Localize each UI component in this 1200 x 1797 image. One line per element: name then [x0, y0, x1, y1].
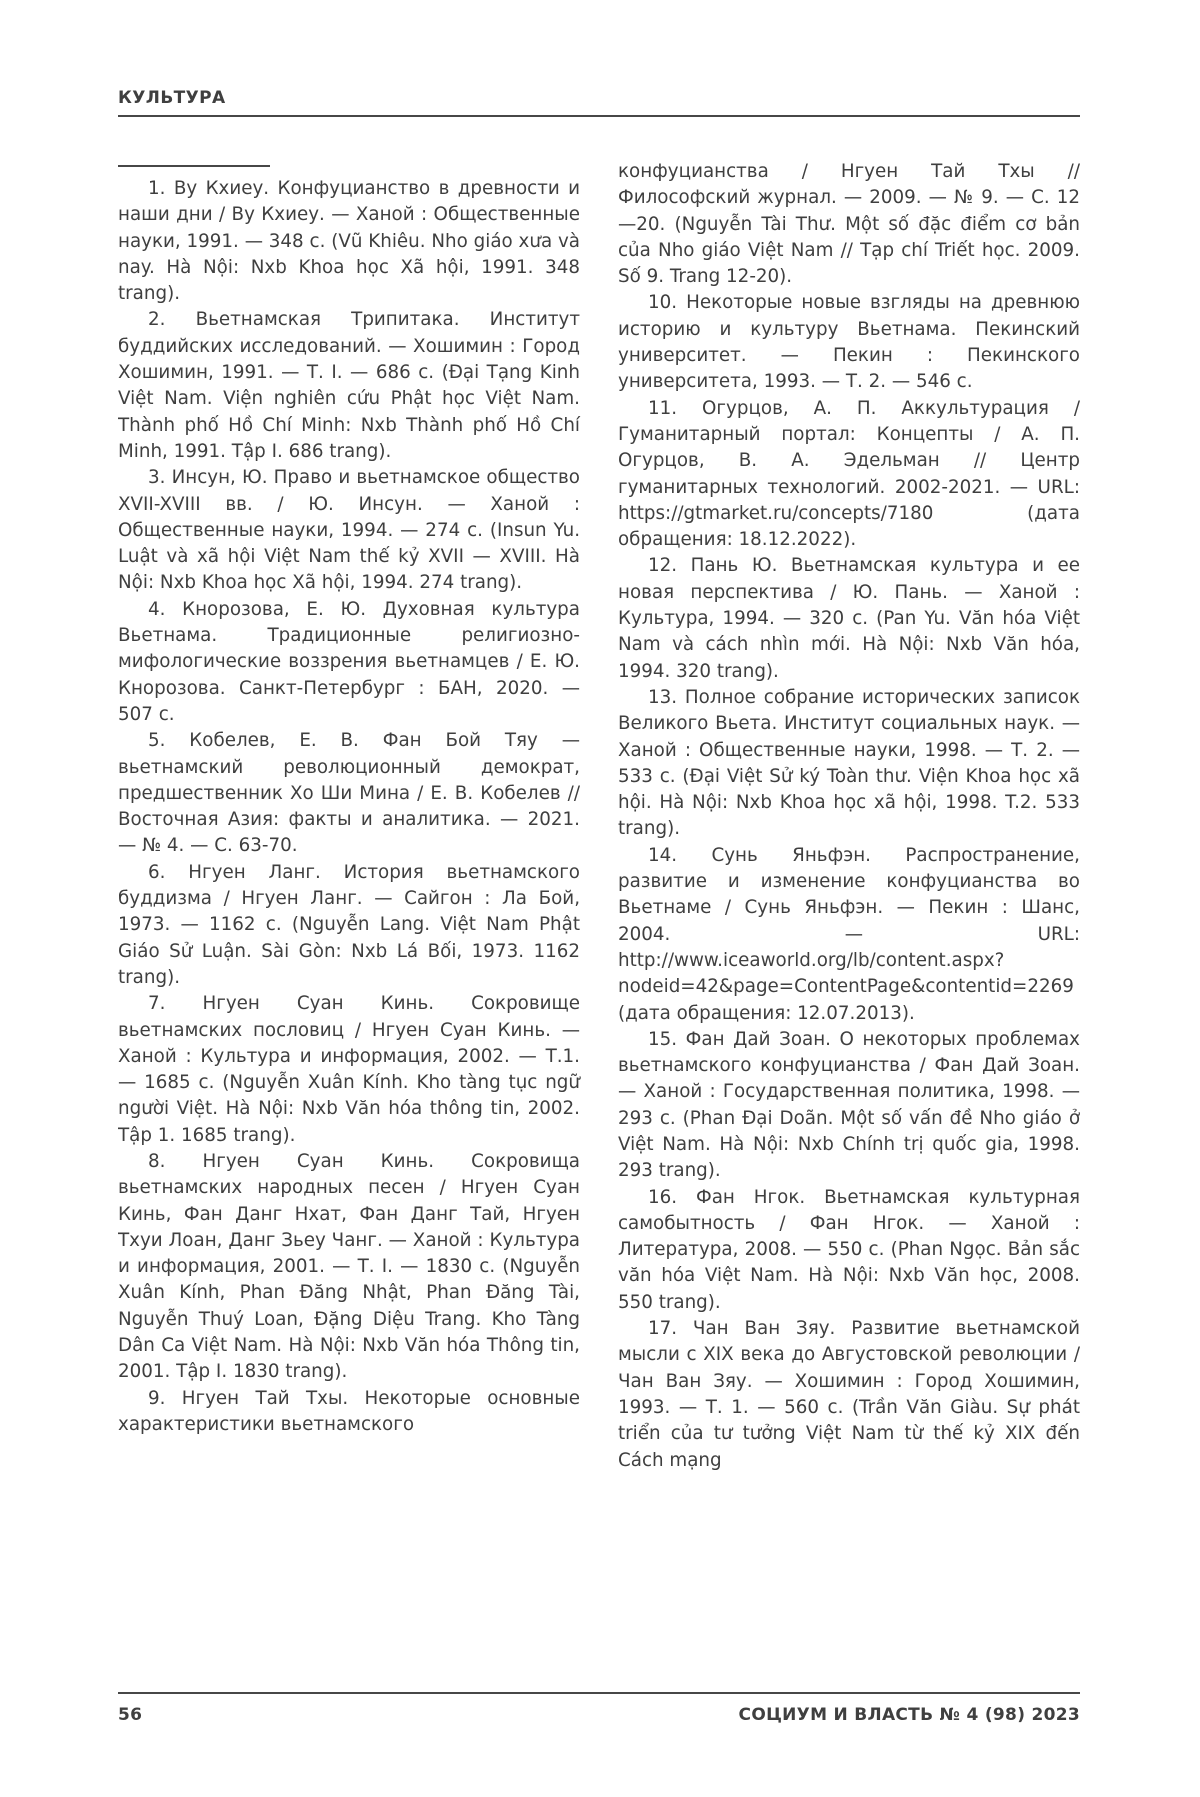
reference-item-16: 16. Фан Нгок. Вьетнамская культурная самобытность / Фан Нгок. — Ханой : Литература, 2008. — 550 с. (Phan Ngọc. Bản sắc văn hóa Việt Nam. Hà Nội: Nxb Văn học, 2008. 550 trang). [618, 1186, 1080, 1313]
reference-item-11: 11. Огурцов, А. П. Аккультурация / Гуманитарный портал: Концепты / А. П. Огурцов, В. А. Эдельман // Центр гуманитарных технологий. 2002-2021. — URL: https://gtmarket.ru/concepts/7180 (дата обращения: 18.12.2022). [618, 397, 1080, 551]
reference-item-13: 13. Полное собрание исторических записок Великого Вьета. Институт социальных наук. — Ханой : Общественные науки, 1998. — Т. 2. — 533 с. (Đại Việt Sử ký Toàn thư. Viện Khoa học xã hội. Hà Nội: Nxb Khoa học xã hội, 1998. T.2. 533 trang). [618, 686, 1080, 840]
reference-item-9: 9. Нгуен Тай Тхы. Некоторые основные характеристики вьетнамского [118, 1387, 580, 1435]
header-rule [118, 115, 1080, 117]
reference-item-4: 4. Кнорозова, Е. Ю. Духовная культура Вьетнама. Традиционные религиозно-мифологические воззрения вьетнамцев / Е. Ю. Кнорозова. Санкт-Петербург : БАН, 2020. — 507 с. [118, 598, 580, 725]
page-header [118, 88, 1080, 117]
reference-item-10: 10. Некоторые новые взгляды на древнюю историю и культуру Вьетнама. Пекинский университет. — Пекин : Пекинского университета, 1993. — Т. 2. — 546 с. [618, 292, 1080, 393]
reference-item-9-continued: конфуцианства / Нгуен Тай Тхы // Философский журнал. — 2009. — № 9. — С. 12—20. (Nguyễn Tài Thư. Một số đặc điểm cơ bản của Nho giáo Việt Nam // Tạp chí Triết học. 2009. Số 9. Trang 12-20). [618, 161, 1080, 288]
reference-item-7: 7. Нгуен Суан Кинь. Сокровище вьетнамских пословиц / Нгуен Суан Кинь. — Ханой : Культура и информация, 2002. — Т.1. — 1685 с. (Nguyễn Xuân Kính. Kho tàng tục ngữ người Việt. Hà Nội: Nxb Văn hóa thông tin, 2002. Tập 1. 1685 trang). [118, 993, 580, 1146]
reference-item-17: 17. Чан Ван Зяу. Развитие вьетнамской мысли с XIX века до Августовской революции / Чан Ван Зяу. — Хошимин : Город Хошимин, 1993. — Т. 1. — 560 с. (Trần Văn Giàu. Sự phát triển của tư tưởng Việt Nam từ thế kỷ XIX đến Cách mạng [618, 1318, 1080, 1471]
reference-item-3: 3. Инсун, Ю. Право и вьетнамское общество XVII-XVIII вв. / Ю. Инсун. — Ханой : Общественные науки, 1994. — 274 с. (Insun Yu. Luật và xã hội Việt Nam thế kỷ XVII — XVIII. Hà Nội: Nxb Khoa học Xã hội, 1994. 274 trang). [118, 467, 580, 594]
reference-item-5: 5. Кобелев, Е. В. Фан Бой Тяу — вьетнамский революционный демократ, предшественник Хо Ши Мина / Е. В. Кобелев // Восточная Азия: факты и аналитика. — 2021. — № 4. — С. 63-70. [118, 730, 580, 857]
reference-item-2: 2. Вьетнамская Трипитака. Институт буддийских исследований. — Хошимин : Город Хошимин, 1991. — Т. I. — 686 с. (Đại Tạng Kinh Việt Nam. Viện nghiên cứu Phật học Việt Nam. Thành phố Hồ Chí Minh: Nxb Thành phố Hồ Chí Minh, 1991. Tập I. 686 trang). [118, 309, 580, 462]
page-footer [118, 1692, 1080, 1725]
running-head: КУЛЬТУРА [118, 88, 226, 108]
left-column [118, 159, 580, 1692]
right-column [618, 159, 1080, 1692]
reference-item-8: 8. Нгуен Суан Кинь. Сокровища вьетнамских народных песен / Нгуен Суан Кинь, Фан Данг Нхат, Фан Данг Тай, Нгуен Тхуи Лоан, Данг Зьеу Чанг. — Ханой : Культура и информация, 2001. — Т. I. — 1830 с. (Nguyễn Xuân Kính, Phan Đăng Nhật, Phan Đăng Tài, Nguyễn Thuý Loan, Đặng Diệu Trang. Kho Tàng Dân Ca Việt Nam. Hà Nội: Nxb Văn hóa Thông tin, 2001. Tập I. 1830 trang). [118, 1150, 580, 1383]
journal-title-line: СОЦИУМ И ВЛАСТЬ № 4 (98) 2023 [738, 1705, 1080, 1725]
page-number: 56 [118, 1705, 143, 1725]
footnote-separator [118, 165, 270, 167]
reference-item-6: 6. Нгуен Ланг. История вьетнамского буддизма / Нгуен Ланг. — Сайгон : Ла Бой, 1973. — 1162 с. (Nguyễn Lang. Việt Nam Phật Giáo Sử Luận. Sài Gòn: Nxb Lá Bối, 1973. 1162 trang). [118, 861, 580, 988]
references-section [118, 159, 1080, 1692]
reference-item-14: 14. Сунь Яньфэн. Распространение, развитие и изменение конфуцианства во Вьетнаме / Сунь Яньфэн. — Пекин : Шанс, 2004. — URL: http://www.iceaworld.org/lb/content.aspx?nodeid=42&page=ContentPage&contentid=2269 (дата обращения: 12.07.2013). [618, 844, 1080, 1024]
footer-rule [118, 1692, 1080, 1694]
reference-item-15: 15. Фан Дай Зоан. О некоторых проблемах вьетнамского конфуцианства / Фан Дай Зоан. — Ханой : Государственная политика, 1998. — 293 с. (Phan Đại Doãn. Một số vấn đề Nho giáo ở Việt Nam. Hà Nội: Nxb Chính trị quốc gia, 1998. 293 trang). [618, 1028, 1080, 1182]
reference-item-1: 1. Ву Кхиеу. Конфуцианство в древности и наши дни / Ву Кхиеу. — Ханой : Общественные науки, 1991. — 348 с. (Vũ Khiêu. Nho giáo xưa và nay. Hà Nội: Nxb Khoa học Xã hội, 1991. 348 trang). [118, 178, 580, 305]
reference-item-12: 12. Пань Ю. Вьетнамская культура и ее новая перспектива / Ю. Пань. — Ханой : Культура, 1994. — 320 с. (Pan Yu. Văn hóa Việt Nam và cách nhìn mới. Hà Nội: Nxb Văn hóa, 1994. 320 trang). [618, 555, 1080, 682]
